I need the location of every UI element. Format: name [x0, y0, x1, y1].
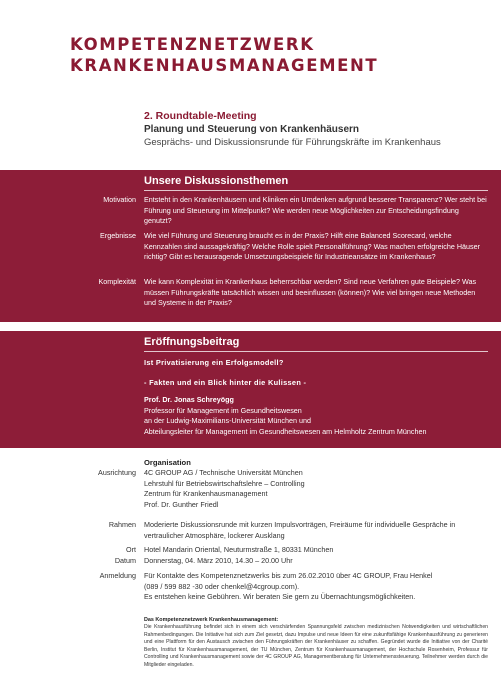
anmeldung-line: Für Kontakte des Kompetenznetzwerks bis zum 26.02.2010 über 4C GROUP, Frau Henkel — [144, 571, 433, 580]
page-header — [70, 34, 480, 76]
topic-label: Komplexität — [98, 277, 136, 286]
row-text: Moderierte Diskussionsrunde mit kurzen Impulsvorträgen, Freiräume für individuelle Gespräche in vertraulicher Atmosphäre, lockerer Ausklang — [144, 520, 456, 540]
speaker-role-line2: an der Ludwig-Maximilians-Universität München und — [144, 416, 311, 425]
about-title: Das Kompetenznetzwerk Krankenhausmanagement: — [144, 617, 279, 623]
header-title-line2: KRANKENHAUSMANAGEMENT — [70, 56, 379, 75]
row-label: Ort — [126, 545, 136, 554]
speaker-role-line1: Professor für Management im Gesundheitswesen — [144, 405, 302, 415]
ausrichtung-line: Prof. Dr. Gunther Friedl — [144, 499, 219, 509]
about-text: Die Krankenhausführung befindet sich in einem sich verschärfenden Spannungsfeld zwischen medizinischen Notwendigkeiten und wirtschaftlichen Rahmenbedingungen. Die Initiative hat sich zum Ziel gesetzt, dazu Impulse und neue Ideen für eine zukunftsfähige Krankenhausführung zu generieren und eine Plattform für den Austausch zwischen den Führungskräften der Krankenhäuser zu schaffen. Gegründet wurde die Initiative von der Charité Berlin, Institut für Krankenhausmanagement, der TU München, Zentrum für Krankenhausmanagement, der Hochschule Rosenheim, Professur für Controlling und Krankenhausmanagement sowie der 4C GROUP AG, Managementberatung für Unternehmenssteuerung. Teilnehmer werden durch die Mitglieder eingeladen. — [144, 624, 488, 668]
about-section — [144, 617, 488, 669]
speaker-block — [144, 395, 488, 437]
header-title-line1: KOMPETENZNETZWERK — [70, 35, 315, 54]
meeting-title: Planung und Steuerung von Krankenhäusern — [144, 124, 360, 135]
row-text — [144, 571, 488, 603]
opening-subquestion: - Fakten und ein Blick hinter die Kulissen - — [144, 378, 307, 387]
row-text: Hotel Mandarin Oriental, Neuturmstraße 1, 80331 München — [144, 545, 334, 554]
topic-label: Ergebnisse — [100, 231, 136, 240]
row-label: Anmeldung — [99, 571, 136, 580]
ausrichtung-line: Lehrstuhl für Betriebswirtschaftslehre – Controlling — [144, 478, 305, 488]
meeting-heading — [144, 110, 484, 149]
topic-text: Entsteht in den Krankenhäusern und Kliniken ein Umdenken aufgrund besserer Transparenz? Wer steht bei Führung und Steuerung im Mittelpunkt? Wie werden neue Möglichkeiten zur Entscheidungsfindung genutzt? — [144, 195, 487, 225]
topic-label: Motivation — [103, 195, 136, 204]
row-text: Donnerstag, 04. März 2010, 14.30 – 20.00 Uhr — [144, 555, 293, 565]
topic-text: Wie viel Führung und Steuerung braucht es in der Praxis? Hilft eine Balanced Scorecard, welche Kennzahlen sind aussagekräftig? Welche Rolle spielt Personalführung? Was machen erfolgreiche Häuser richtig? Gibt es herausragende Umsetzungsbeispiele für Industrieansätze im Krankenhaus? — [144, 231, 481, 261]
row-label: Rahmen — [108, 520, 136, 529]
topics-divider — [144, 190, 488, 191]
meeting-subtitle: Gesprächs- und Diskussionsrunde für Führungskräfte im Krankenhaus — [144, 137, 441, 148]
ausrichtung-line: Zentrum für Krankenhausmanagement — [144, 489, 268, 498]
organisation-title: Organisation — [144, 458, 191, 467]
topic-text: Wie kann Komplexität im Krankenhaus beherrschbar werden? Sind neue Verfahren gute Beispiele? Was müssen Führungskräfte tatsächlich wissen und beeinflussen (können)? Wie viel bringen neue Methoden und Systeme in der Praxis? — [144, 277, 477, 307]
topics-title: Unsere Diskussionsthemen — [144, 175, 289, 187]
ausrichtung-line: 4C GROUP AG / Technische Universität München — [144, 468, 303, 477]
row-label: Ausrichtung — [98, 468, 136, 477]
opening-question: Ist Privatisierung ein Erfolgsmodell? — [144, 358, 284, 367]
opening-title: Eröffnungsbeitrag — [144, 336, 240, 348]
anmeldung-line: (089 / 599 882 -30 oder chenkel@4cgroup.com). — [144, 581, 300, 591]
meeting-number: 2. Roundtable-Meeting — [144, 110, 257, 122]
row-label: Datum — [114, 555, 136, 565]
topics-section — [0, 170, 501, 322]
anmeldung-line: Es entstehen keine Gebühren. Wir beraten Sie gern zu Übernachtungsmöglichkeiten. — [144, 592, 416, 601]
opening-divider — [144, 351, 488, 352]
row-text — [144, 468, 488, 510]
opening-section — [0, 331, 501, 448]
speaker-role-line3: Abteilungsleiter für Management im Gesundheitswesen am Helmholtz Zentrum München — [144, 426, 427, 436]
speaker-name: Prof. Dr. Jonas Schreyögg — [144, 395, 234, 404]
